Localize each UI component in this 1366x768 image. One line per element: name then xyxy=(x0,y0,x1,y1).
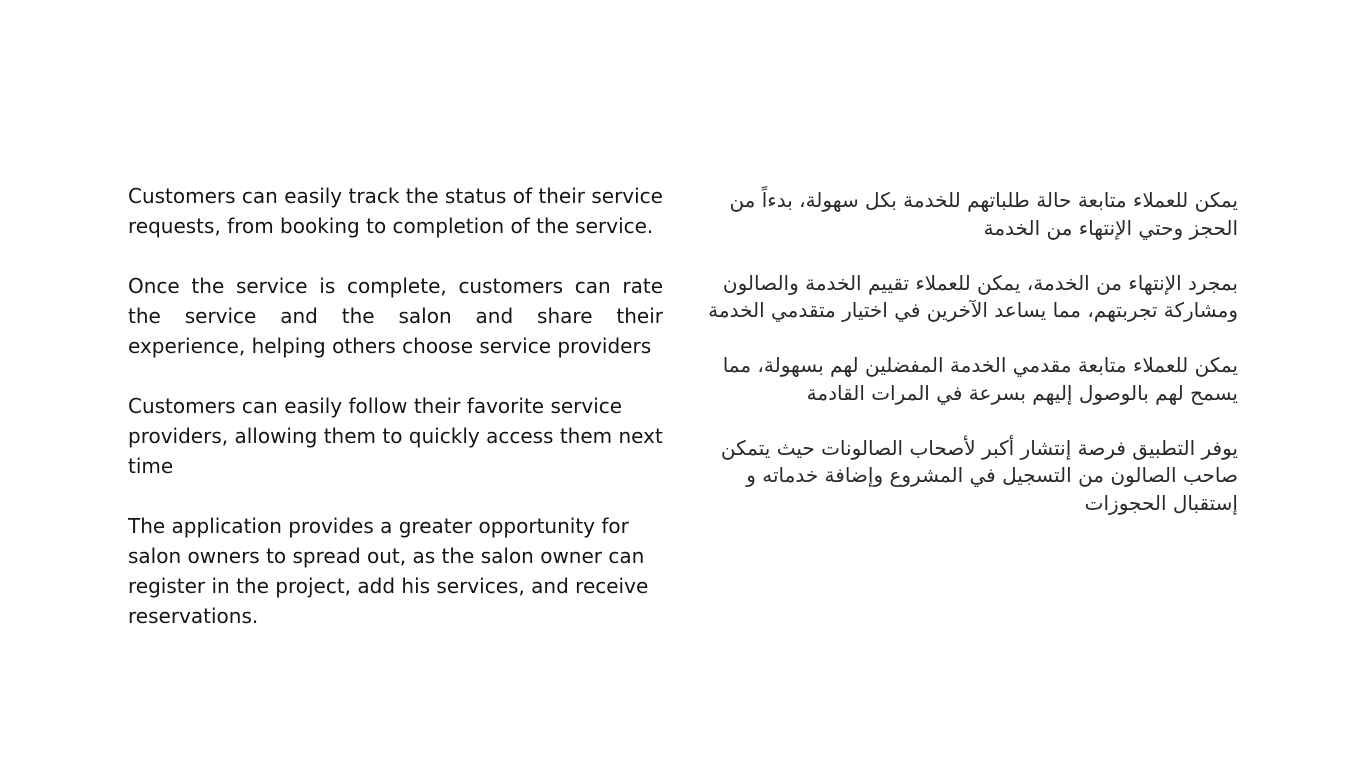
arabic-paragraph-favorites: يمكن للعملاء متابعة مقدمي الخدمة المفضلين لهم بسهولة، مما يسمح لهم بالوصول إليهم بسرعة في المرات القادمة xyxy=(722,353,1238,405)
english-paragraph-favorites: Customers can easily follow their favorite service providers, allowing them to quickly access them next time xyxy=(128,394,663,478)
arabic-paragraph-tracking: يمكن للعملاء متابعة حالة طلباتهم للخدمة بكل سهولة، بدءاً من الحجز وحتي الإنتهاء من الخدمة xyxy=(729,188,1238,240)
english-paragraph-rating: Once the service is complete, customers can rate the service and the salon and share their experience, helping others choose service providers xyxy=(128,274,663,358)
english-paragraph-salon-owners: The application provides a greater opportunity for salon owners to spread out, as the salon owner can register in the project, add his services, and receive reservations. xyxy=(128,514,649,628)
arabic-column xyxy=(700,187,1238,545)
arabic-paragraph-rating: بمجرد الإنتهاء من الخدمة، يمكن للعملاء تقييم الخدمة والصالون ومشاركة تجربتهم، مما يساعد الآخرين في اختيار متقدمي الخدمة xyxy=(708,270,1238,322)
english-paragraph-tracking: Customers can easily track the status of their service requests, from booking to completion of the service. xyxy=(128,184,663,238)
english-column xyxy=(128,181,663,661)
arabic-paragraph-salon-owners: يوفر التطبيق فرصة إنتشار أكبر لأصحاب الصالونات حيث يتمكن صاحب الصالون من التسجيل في المشروع وإضافة خدماته و إستقبال الحجوزات xyxy=(720,435,1238,515)
